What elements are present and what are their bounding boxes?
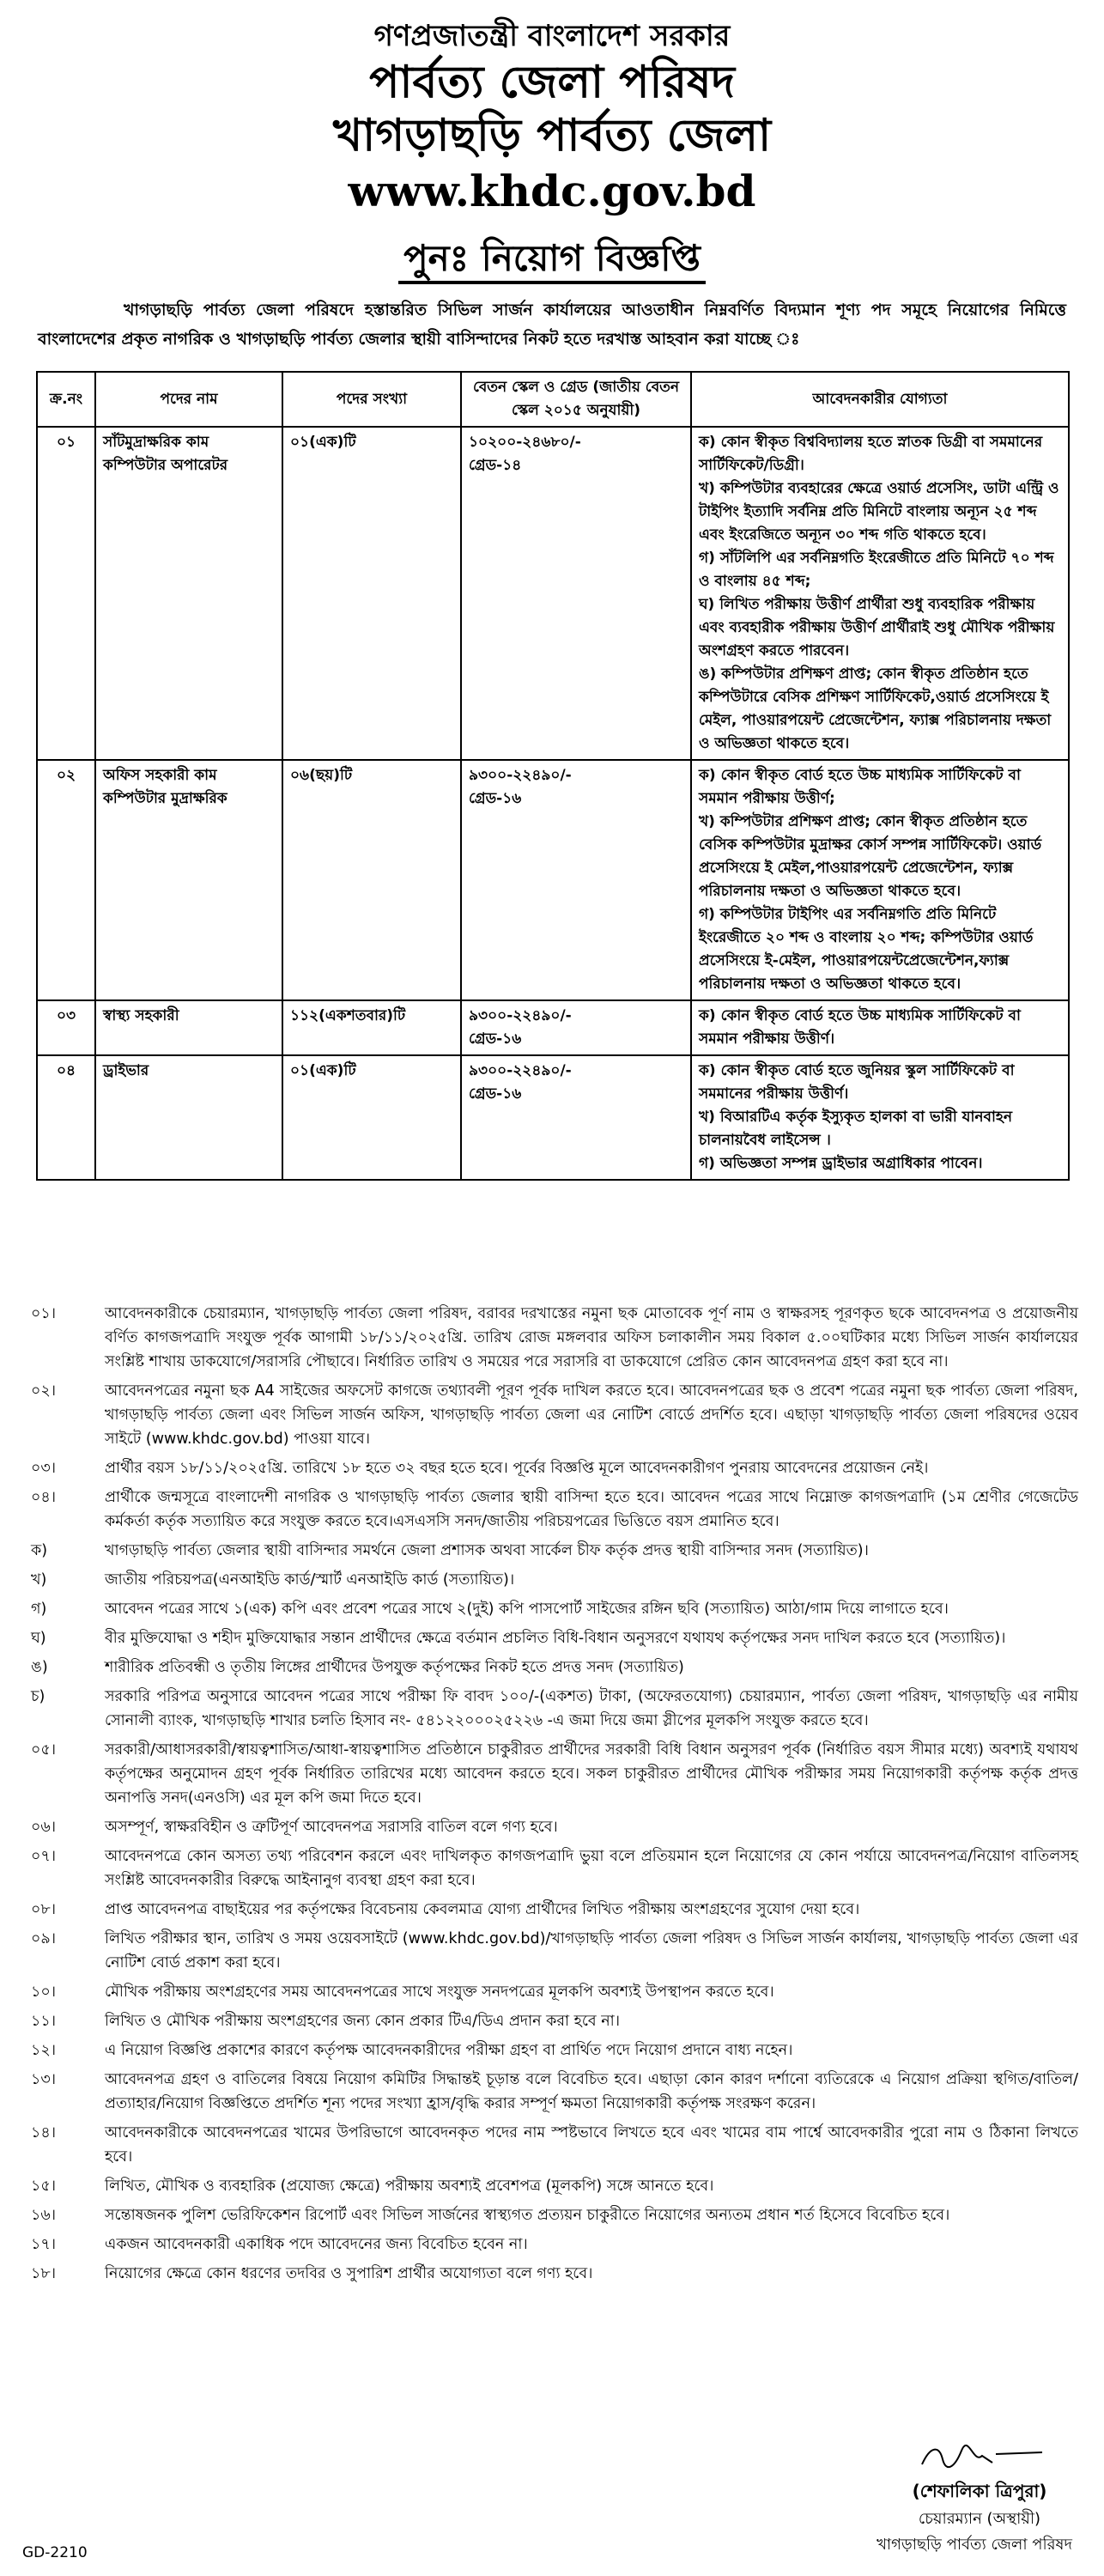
- post-name: ড্রাইভার: [95, 1055, 282, 1180]
- post-count: ১১২(একশতবার)টি: [282, 1000, 461, 1055]
- table-row: [37, 1000, 1069, 1055]
- signatory-office: খাগড়াছড়ি পার্বত্য জেলা পরিষদ: [877, 2536, 1072, 2554]
- pay-scale: ৯৩০০-২২৪৯০/-: [469, 767, 572, 784]
- qualification-item: ক) কোন স্বীকৃত বোর্ড হতে জুনিয়র স্কুল সার্টিফিকেট বা সমমানের পরীক্ষায় উত্তীর্ণ।: [699, 1062, 1015, 1103]
- term-number: ১১।: [31, 2013, 56, 2030]
- qualification-item: গ) অভিজ্ঞতা সম্পন্ন ড্রাইভার অগ্রাধিকার পাবেন।: [699, 1155, 983, 1172]
- pay-scale-cell: [461, 1055, 691, 1180]
- term-text: খাগড়াছড়ি পার্বত্য জেলার স্থায়ী বাসিন্দার সমর্থনে জেলা প্রশাসক অথবা সার্কেল চীফ কর্তৃক প্রদত্ত স্থায়ী বাসিন্দার সনদ (সত্যায়িত)।: [105, 1542, 869, 1559]
- pay-scale-cell: [461, 427, 691, 760]
- pay-scale: ৯৩০০-২২৪৯০/-: [469, 1062, 572, 1079]
- gd-code: GD-2210: [22, 2544, 88, 2561]
- terms-list: [24, 1302, 1078, 2291]
- qualification-item: গ) কম্পিউটার টাইপিং এর সর্বনিম্নগতি প্রতি মিনিটে ইংরেজীতে ২০ শব্দ ও বাংলায় ২০ শব্দ; কম্পিউটার ওয়ার্ড প্রসেসিংয়ে ই-মেইল, পাওয়ারপয়েন্টপ্রেজেন্টেশন,ফ্যাক্স পরিচালনায় দক্ষতা ও অভিজ্ঞতা থাকতে হবে।: [699, 906, 1034, 993]
- term-number: ক): [31, 1542, 48, 1559]
- term-item: [24, 1656, 1078, 1680]
- table-row: [37, 427, 1069, 760]
- signatory-name: (শেফালিকা ত্রিপুরা): [912, 2481, 1047, 2501]
- term-item: [24, 1844, 1078, 1893]
- qualification-item: খ) কম্পিউটার প্রশিক্ষণ প্রাপ্ত; কোন স্বীকৃত প্রতিষ্ঠান হতে বেসিক কম্পিউটার মুদ্রাক্ষর কোর্স সম্পন্ন সার্টিফিকেট। ওয়ার্ড প্রসেসিংয়ে ই মেইল,পাওয়ারপয়েন্ট প্রেজেন্টেশন, ফ্যাক্স পরিচালনায় দক্ষতা ও অভিজ্ঞতা থাকতে হবে।: [699, 813, 1042, 900]
- pay-grade: গ্রেড-১৬: [469, 1030, 522, 1048]
- pay-scale-cell: [461, 760, 691, 1000]
- intro-paragraph: খাগড়াছড়ি পার্বত্য জেলা পরিষদে হস্তান্তরিত সিভিল সার্জন কার্যালয়ের আওতাধীন নিম্নবর্ণিত বিদ্যমান শূণ্য পদ সমূহে নিয়োগের নিমিত্তে বাংলাদেশের প্রকৃত নাগরিক ও খাগড়াছড়ি পার্বত্য জেলার স্থায়ী বাসিন্দাদের নিকট হতে দরখাস্ত আহবান করা যাচ্ছে ঃ: [38, 301, 1066, 349]
- term-number: ১৩।: [31, 2071, 56, 2088]
- term-number: ১৭।: [31, 2236, 56, 2253]
- term-text: একজন আবেদনকারী একাধিক পদে আবেদনের জন্য বিবেচিত হবেন না।: [105, 2236, 528, 2253]
- term-number: ০৮।: [31, 1901, 56, 1918]
- notice-title-text: পুনঃ নিয়োগ বিজ্ঞপ্তি: [398, 237, 706, 284]
- term-item: [24, 1898, 1078, 1922]
- term-text: নিয়োগের ক্ষেত্রে কোন ধরণের তদবির ও সুপারিশ প্রার্থীর অযোগ্যতা বলে গণ্য হবে।: [105, 2265, 593, 2282]
- pay-scale: ৯৩০০-২২৪৯০/-: [469, 1007, 572, 1024]
- pay-grade: গ্রেড-১৬: [469, 1085, 522, 1103]
- term-text: জাতীয় পরিচয়পত্র(এনআইডি কার্ড/স্মার্ট এনআইডি কার্ড (সত্যায়িত)।: [105, 1571, 515, 1589]
- qualification-cell: [691, 760, 1069, 1000]
- post-count: ০১(এক)টি: [282, 1055, 461, 1180]
- term-text: সরকারি পরিপত্র অনুসারে আবেদন পত্রের সাথে পরীক্ষা ফি বাবদ ১০০/-(একশত) টাকা, (অফেরতযোগ্য) চেয়ারম্যান, পার্বত্য জেলা পরিষদ, খাগড়াছড়ি এর নামীয় সোনালী ব্যাংক, খাগড়াছড়ি শাখার চলতি হিসাব নং- ৫৪১২২০০০২৫২২৬ -এ জমা দিয়ে জমা স্লীপের মূলকপি সংযুক্ত করতে হবে।: [105, 1688, 1078, 1729]
- term-number: ০৫।: [31, 1741, 56, 1759]
- table-row: [37, 760, 1069, 1000]
- header-government: গণপ্রজাতন্ত্রী বাংলাদেশ সরকার: [373, 19, 731, 53]
- term-number: ঘ): [31, 1630, 46, 1647]
- term-number: খ): [31, 1571, 47, 1589]
- term-number: গ): [31, 1601, 47, 1618]
- signature-scribble: [913, 2439, 1051, 2473]
- term-item: [24, 1626, 1078, 1650]
- term-item: [24, 2174, 1078, 2198]
- term-item: [24, 1302, 1078, 1374]
- term-text: প্রার্থীকে জন্মসূত্রে বাংলাদেশী নাগরিক ও খাগড়াছড়ি পার্বত্য জেলার স্থায়ী বাসিন্দা হতে হবে। আবেদন পত্রের সাথে নিম্নোক্ত কাগজপত্রাদি (১ম শ্রেণীর গেজেটেড কর্মকর্তা কর্তৃক সত্যায়িত করে সংযুক্ত করতে হবে।এসএসসি সনদ/জাতীয় পরিচয়পত্রের ভিত্তিতে বয়স প্রমানিত হবে।: [105, 1489, 1078, 1530]
- term-item: [24, 2262, 1078, 2286]
- term-item: [24, 1927, 1078, 1975]
- term-text: আবেদনপত্রের নমুনা ছক A4 সাইজের অফসেট কাগজে তথ্যাবলী পূরণ পূর্বক দাখিল করতে হবে। আবেদনপত্রের ছক ও প্রবেশ পত্রের নমুনা ছক পার্বত্য জেলা পরিষদ, খাগড়াছড়ি পার্বত্য জেলা এবং সিভিল সার্জন অফিস, খাগড়াছড়ি পার্বত্য জেলা এর নোটিশ বোর্ডে প্রদর্শিত হবে। এছাড়া খাগড়াছড়ি পার্বত্য জেলা পরিষদের ওয়েব সাইটে (www.khdc.gov.bd) পাওয়া যাবে।: [105, 1382, 1078, 1448]
- term-number: ০৬।: [31, 1819, 57, 1836]
- qualification-item: ঙ) কম্পিউটার প্রশিক্ষণ প্রাপ্ত; কোন স্বীকৃত প্রতিষ্ঠান হতে কম্পিউটারে বেসিক প্রশিক্ষণ সার্টিফিকেট,ওয়ার্ড প্রসেসিংয়ে ই মেইল, পাওয়ারপয়েন্ট প্রেজেন্টেশন, ফ্যাক্স পরিচালনায় দক্ষতা ও অভিজ্ঞতা থাকতে হবে।: [699, 665, 1052, 752]
- post-count: ০১(এক)টি: [282, 427, 461, 760]
- term-item: [24, 2203, 1078, 2227]
- term-item: [24, 1379, 1078, 1451]
- term-number: ১৬।: [31, 2207, 56, 2224]
- term-item: [24, 1485, 1078, 1534]
- posts-table-body: [37, 427, 1069, 1180]
- post-name: সাঁটমুদ্রাক্ষরিক কাম কম্পিউটার অপারেটর: [95, 427, 282, 760]
- post-name: অফিস সহকারী কাম কম্পিউটার মুদ্রাক্ষরিক: [95, 760, 282, 1000]
- term-text: মৌখিক পরীক্ষায় অংশগ্রহণের সময় আবেদনপত্রের সাথে সংযুক্ত সনদপত্রের মূলকপি অবশ্যই উপস্থাপন করতে হবে।: [105, 1984, 774, 2001]
- term-item: [24, 1597, 1078, 1621]
- pay-scale: ১০২০০-২৪৬৮০/-: [469, 434, 581, 451]
- term-text: শারীরিক প্রতিবন্ধী ও তৃতীয় লিঙ্গের প্রার্থীদের উপযুক্ত কর্তৃপক্ষের নিকট হতে প্রদত্ত সনদ (সত্যায়িত): [105, 1659, 684, 1676]
- table-row: [37, 1055, 1069, 1180]
- term-text: আবেদনপত্র গ্রহণ ও বাতিলের বিষয়ে নিয়োগ কমিটির সিদ্ধান্তই চূড়ান্ত বলে বিবেচিত হবে। এছাড়া কোন কারণ দর্শানো ব্যতিরেকে এ নিয়োগ প্রক্রিয়া স্থগিত/বাতিল/প্রত্যাহার/নিয়োগ বিজ্ঞপ্তিতে প্রদর্শিত শূন্য পদের সংখ্যা হ্রাস/বৃদ্ধি করার সম্পূর্ণ ক্ষমতা নিয়োগকারী কর্তৃপক্ষ সংরক্ষণ করেন।: [105, 2071, 1078, 2112]
- term-item: [24, 1738, 1078, 1810]
- qualification-item: খ) বিআরটিএ কর্তৃক ইস্যুকৃত হালকা বা ভারী যানবাহন চালনায়বৈধ লাইসেন্স ।: [699, 1109, 1013, 1149]
- qualification-cell: [691, 1055, 1069, 1180]
- header-serial: ক্র.নং: [37, 372, 95, 427]
- post-serial: ০১: [37, 427, 95, 760]
- term-text: আবেদনকারীকে আবেদনপত্রের খামের উপরিভাগে আবেদনকৃত পদের নাম স্পষ্টভাবে লিখতে হবে এবং খামের বাম পার্শ্বে আবেদকারীর পুরো নাম ও ঠিকানা লিখতে হবে।: [105, 2124, 1078, 2166]
- term-text: আবেদনপত্রে কোন অসত্য তথ্য পরিবেশন করলে এবং দাখিলকৃত কাগজপত্রাদি ভুয়া বলে প্রতিয়মান হলে নিয়োগের যে কোন পর্যায়ে আবেদনপত্র/নিয়োগ বাতিলসহ সংশ্লিষ্ট আবেদনকারীর বিরুদ্ধে আইনানুগ ব্যবস্থা গ্রহণ করা হবে।: [105, 1848, 1078, 1889]
- term-item: [24, 2233, 1078, 2257]
- term-number: চ): [31, 1688, 45, 1705]
- post-name: স্বাস্থ্য সহকারী: [95, 1000, 282, 1055]
- term-item: [24, 1568, 1078, 1592]
- term-text: অসম্পূর্ণ, স্বাক্ষরবিহীন ও ত্রুটিপূর্ণ আবেদনপত্র সরাসরি বাতিল বলে গণ্য হবে।: [105, 1819, 558, 1836]
- post-serial: ০৩: [37, 1000, 95, 1055]
- qualification-cell: [691, 1000, 1069, 1055]
- term-text: আবেদন পত্রের সাথে ১(এক) কপি এবং প্রবেশ পত্রের সাথে ২(দুই) কপি পাসপোর্ট সাইজের রঙ্গিন ছবি (সত্যায়িত) আঠা/গাম দিয়ে লাগাতে হবে।: [105, 1601, 949, 1618]
- signatory-designation: চেয়ারম্যান (অস্থায়ী): [918, 2510, 1041, 2528]
- pay-scale-cell: [461, 1000, 691, 1055]
- term-item: [24, 2009, 1078, 2033]
- post-count: ০৬(ছয়)টি: [282, 760, 461, 1000]
- qualification-item: ক) কোন স্বীকৃত বোর্ড হতে উচ্চ মাধ্যমিক সার্টিফিকেট বা সমমান পরীক্ষায় উত্তীর্ণ;: [699, 767, 1021, 807]
- term-text: লিখিত পরীক্ষার স্থান, তারিখ ও সময় ওয়েবসাইটে (www.khdc.gov.bd)/খাগড়াছড়ি পার্বত্য জেলা পরিষদ ও সিভিল সার্জন কার্যালয়, খাগড়াছড়ি পার্বত্য জেলা এর নোটিশ বোর্ড প্রকাশ করা হবে।: [105, 1930, 1078, 1971]
- term-number: ১৮।: [31, 2265, 56, 2282]
- posts-table: [36, 371, 1070, 1181]
- term-text: বীর মুক্তিযোদ্ধা ও শহীদ মুক্তিযোদ্ধার সন্তান প্রার্থীদের ক্ষেত্রে বর্তমান প্রচলিত বিধি-বিধান অনুসরণে যথাযথ কর্তৃপক্ষের সনদ দাখিল করতে হবে (সত্যায়িত)।: [105, 1630, 1006, 1647]
- qualification-item: ক) কোন স্বীকৃত বোর্ড হতে উচ্চ মাধ্যমিক সার্টিফিকেট বা সমমান পরীক্ষায় উত্তীর্ণ।: [699, 1007, 1021, 1048]
- term-text: প্রাপ্ত আবেদনপত্র বাছাইয়ের পর কর্তৃপক্ষের বিবেচনায় কেবলমাত্র যোগ্য প্রার্থীদের লিখিত পরীক্ষায় অংশগ্রহণের সুযোগ দেয়া হবে।: [105, 1901, 860, 1918]
- term-item: [24, 1539, 1078, 1563]
- notice-title: [0, 237, 1104, 280]
- pay-grade: গ্রেড-১৬: [469, 790, 522, 807]
- term-number: ০৪।: [31, 1489, 56, 1506]
- term-text: লিখিত ও মৌখিক পরীক্ষায় অংশগ্রহণের জন্য কোন প্রকার টিএ/ডিএ প্রদান করা হবে না।: [105, 2013, 620, 2030]
- post-serial: ০২: [37, 760, 95, 1000]
- header-website: www.khdc.gov.bd: [348, 166, 756, 216]
- post-serial: ০৪: [37, 1055, 95, 1180]
- term-text: লিখিত, মৌখিক ও ব্যবহারিক (প্রযোজ্য ক্ষেত্রে) পরীক্ষায় অবশ্যই প্রবেশপত্র (মূলকপি) সঙ্গে আনতে হবে।: [105, 2178, 714, 2195]
- term-number: ১০।: [31, 1984, 56, 2001]
- header-district: খাগড়াছড়ি পার্বত্য জেলা: [332, 110, 772, 161]
- term-text: আবেদনকারীকে চেয়ারম্যান, খাগড়াছড়ি পার্বত্য জেলা পরিষদ, বরাবর দরখাস্তের নমুনা ছক মোতাবেক পূর্ণ নাম ও স্বাক্ষরসহ পূরণকৃত ছকে আবেদনপত্র ও প্রয়োজনীয় বর্ণিত কাগজপত্রাদি সংযুক্ত পূর্বক আগামী ১৮/১১/২০২৫খ্রি. তারিখ রোজ মঙ্গলবার অফিস চলাকালীন সময় বিকাল ৫.০০ঘটিকার মধ্যে সিভিল সার্জন কার্যালয়ের সংশ্লিষ্ট শাখায় ডাকযোগে/সরাসরি পৌছাবে। নির্ধারিত তারিখ ও সময়ের পরে সরাসরি বা ডাকযোগে প্রেরিত কোন আবেদনপত্র গ্রহণ করা হবে না।: [105, 1305, 1078, 1370]
- term-number: ১৫।: [31, 2178, 56, 2195]
- term-number: ০৭।: [31, 1848, 57, 1865]
- term-text: প্রার্থীর বয়স ১৮/১১/২০২৫খ্রি. তারিখে ১৮ হতে ৩২ বছর হতে হবে। পূর্বের বিজ্ঞপ্তি মূলে আবেদনকারীগণ পুনরায় আবেদনের প্রয়োজন নেই।: [105, 1460, 929, 1477]
- term-text: সন্তোষজনক পুলিশ ভেরিফিকেশন রিপোর্ট এবং সিভিল সার্জনের স্বাস্থ্যগত প্রত্যয়ন চাকুরীতে নিয়োগের অন্যতম প্রধান শর্ত হিসেবে বিবেচিত হবে।: [105, 2207, 950, 2224]
- header-pay-scale: বেতন স্কেল ও গ্রেড (জাতীয় বেতন স্কেল ২০১৫ অনুযায়ী): [461, 372, 691, 427]
- header-post-name: পদের নাম: [95, 372, 282, 427]
- pay-grade: গ্রেড-১৪: [469, 457, 522, 474]
- term-number: ০৩।: [31, 1460, 57, 1477]
- qualification-cell: [691, 427, 1069, 760]
- term-number: ঙ): [31, 1659, 48, 1676]
- term-item: [24, 1980, 1078, 2004]
- term-item: [24, 2068, 1078, 2116]
- term-item: [24, 1456, 1078, 1480]
- header-post-count: পদের সংখ্যা: [282, 372, 461, 427]
- term-text: এ নিয়োগ বিজ্ঞপ্তি প্রকাশের কারণে কর্তৃপক্ষ আবেদনকারীদের পরীক্ষা গ্রহণ বা প্রার্থিত পদে নিয়োগ প্রদানে বাধ্য নহেন।: [105, 2042, 793, 2059]
- qualification-item: ঘ) লিখিত পরীক্ষায় উত্তীর্ণ প্রার্থীরা শুধু ব্যবহারিক পরীক্ষায় এবং ব্যবহারীক পরীক্ষায় উত্তীর্ণ প্রার্থীরাই শুধু মৌখিক পরীক্ষায় অংশগ্রহণ করতে পারবেন।: [699, 596, 1055, 659]
- table-header-row: [37, 372, 1069, 427]
- qualification-item: গ) সাঁটলিপি এর সর্বনিম্নগতি ইংরেজীতে প্রতি মিনিটে ৭০ শব্দ ও বাংলায় ৪৫ শব্দ;: [699, 550, 1054, 590]
- term-item: [24, 1685, 1078, 1733]
- qualification-item: ক) কোন স্বীকৃত বিশ্ববিদ্যালয় হতে স্নাতক ডিগ্রী বা সমমানের সার্টিফিকেট/ডিগ্রী।: [699, 434, 1043, 474]
- term-text: সরকারী/আধাসরকারী/স্বায়ত্বশাসিত/আধা-স্বায়ত্বশাসিত প্রতিষ্ঠানে চাকুরীরত প্রার্থীদের সরকারী বিধি বিধান অনুসরণ পূর্বক (নির্ধারিত বয়স সীমার মধ্যে) অবশ্যই যথাযথ কর্তৃপক্ষের অনুমোদন গ্রহণ পূর্বক নির্ধারিত তারিখের মধ্যে আবেদন করতে হবে। সকল চাকুরীরত প্রার্থীদের মৌখিক পরীক্ষার সময় নিয়োগকারী কর্তৃপক্ষ কর্তৃক প্রদত্ত অনাপত্তি সনদ(এনওসি) এর মূল কপি জমা দিতে হবে।: [105, 1741, 1078, 1807]
- header-qualification: আবেদনকারীর যোগ্যতা: [691, 372, 1069, 427]
- term-number: ০২।: [31, 1382, 57, 1400]
- term-item: [24, 2038, 1078, 2063]
- term-number: ১২।: [31, 2042, 56, 2059]
- term-number: ০১।: [31, 1305, 56, 1322]
- header-council: পার্বত্য জেলা পরিষদ: [369, 57, 735, 108]
- qualification-item: খ) কম্পিউটার ব্যবহারের ক্ষেত্রে ওয়ার্ড প্রসেসিং, ডাটা এন্ট্রি ও টাইপিং ইত্যাদি সর্বনিম্ন প্রতি মিনিটে বাংলায় অন্যূন ২৫ শব্দ এবং ইংরেজিতে অন্যূন ৩০ শব্দ গতি থাকতে হবে।: [699, 480, 1059, 544]
- term-number: ০৯।: [31, 1930, 56, 1947]
- term-number: ১৪।: [31, 2124, 56, 2142]
- term-item: [24, 1815, 1078, 1839]
- term-item: [24, 2121, 1078, 2169]
